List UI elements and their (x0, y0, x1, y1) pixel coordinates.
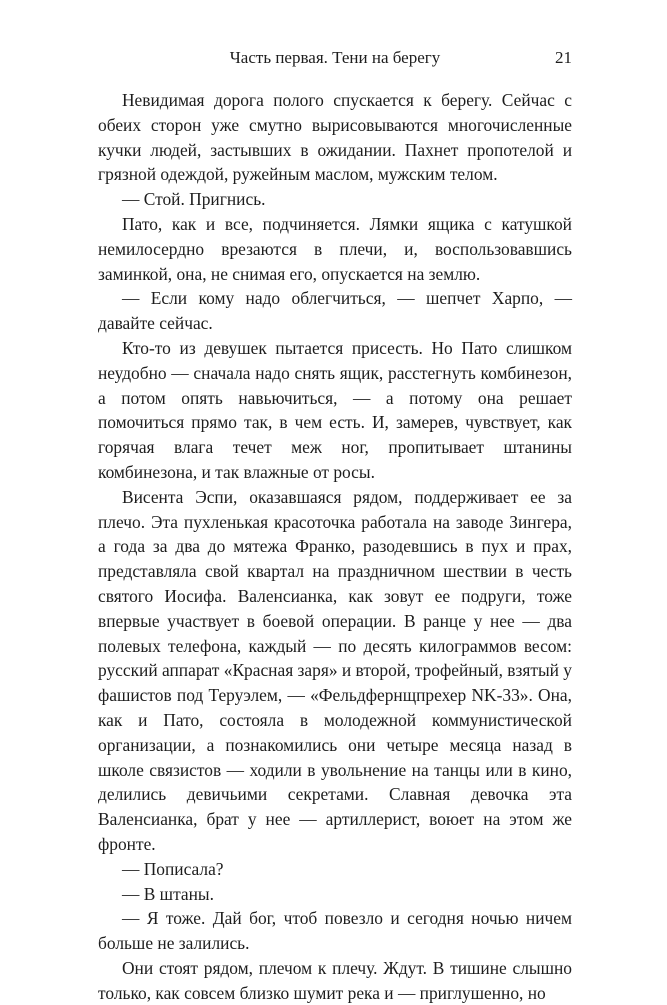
paragraph: Пато, как и все, подчиняется. Лямки ящика с катушкой немилосердно врезаются в плечи, и, воспользовавшись заминкой, она, не снимая его, опускается на землю. (98, 213, 572, 284)
body-text (98, 88, 572, 1005)
dialogue-line: — В штаны. (122, 883, 214, 904)
dialogue-line: — Если кому надо облегчиться, — шепчет Харпо, — давайте сейчас. (98, 288, 572, 334)
dialogue-line: — Пописала? (122, 858, 224, 879)
running-header (98, 46, 572, 70)
paragraph: Висента Эспи, оказавшаяся рядом, поддерживает ее за плечо. Эта пухленькая красоточка работала на заводе Зингера, а года за два до мятежа Франко, разодевшись в пух и прах, представляла свой квартал на праздничном шествии в честь святого Иосифа. Валенсианка, как зовут ее подруги, тоже впервые участвует в боевой операции. В ранце у нее — два полевых телефона, каждый — по десять килограммов весом: русский аппарат «Красная заря» и второй, трофейный, взятый у фашистов под Теруэлем, — «Фельдфернщпрехер NK-33». Она, как и Пато, состояла в молодежной коммунистической организации, а познакомились они четыре месяца назад в школе связистов — ходили в увольнение на танцы или в кино, делились девичьими секретами. Славная девочка эта Валенсианка, брат у нее — артиллерист, воюет на этом же фронте. (98, 486, 572, 854)
dialogue-line: — Я тоже. Дай бог, чтоб повезло и сегодня ночью ничем больше не залились. (98, 908, 572, 954)
paragraph: Невидимая дорога полого спускается к берегу. Сейчас с обеих сторон уже смутно вырисовываются многочисленные кучки людей, застывших в ожидании. Пахнет пропотелой и грязной одеждой, ружейным маслом, мужским телом. (98, 90, 572, 185)
paragraph: Кто-то из девушек пытается присесть. Но Пато слишком неудобно — сначала надо снять ящик, расстегнуть комбинезон, а потом опять навьючиться, — а потому она решает помочиться прямо так, в чем есть. И, замерев, чувствует, как горячая влага течет меж ног, пропитывает штанины комбинезона, и так влажные от росы. (98, 337, 572, 482)
running-title: Часть первая. Тени на берегу (229, 48, 441, 67)
dialogue-line: — Стой. Пригнись. (122, 189, 266, 210)
page-number: 21 (555, 48, 572, 67)
paragraph: Они стоят рядом, плечом к плечу. Ждут. В тишине слышно только, как совсем близко шумит река и — приглушенно, но (98, 957, 572, 1003)
